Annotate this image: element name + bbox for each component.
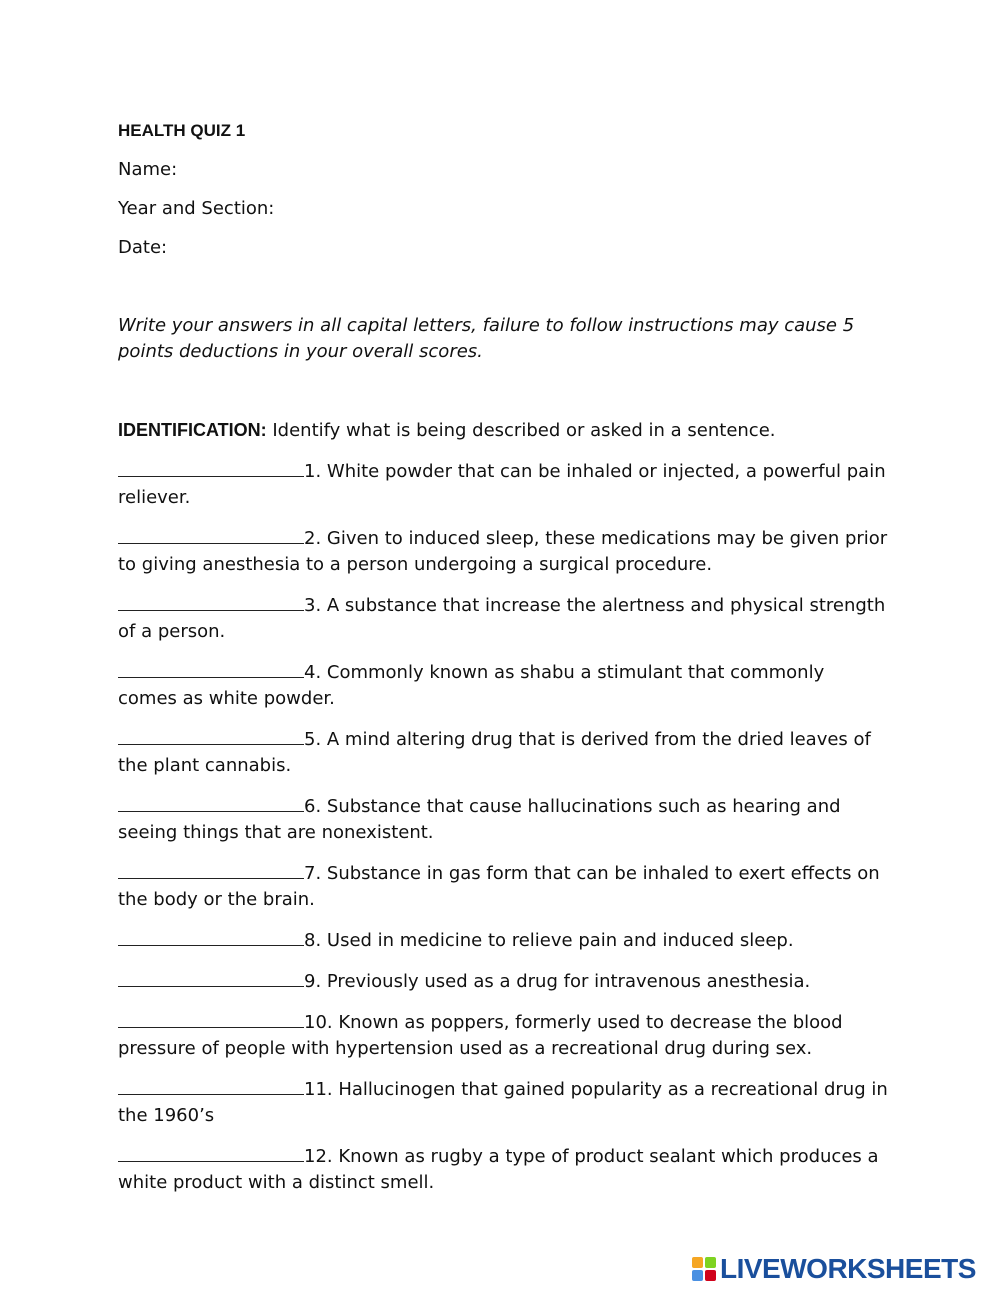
question-item	[118, 967, 888, 995]
answer-blank[interactable]	[118, 1075, 304, 1095]
answer-blank[interactable]	[118, 1008, 304, 1028]
answer-blank[interactable]	[118, 859, 304, 879]
question-item	[118, 1142, 888, 1196]
question-item	[118, 658, 888, 712]
answer-blank[interactable]	[118, 658, 304, 678]
question-text: 10. Known as poppers, formerly used to decrease the blood pressure of people with hypertension used as a recreational drug during sex.	[118, 1012, 843, 1059]
name-label: Name:	[118, 159, 178, 180]
question-text: 7. Substance in gas form that can be inhaled to exert effects on the body or the brain.	[118, 863, 880, 910]
question-text: 5. A mind altering drug that is derived from the dried leaves of the plant cannabis.	[118, 729, 871, 776]
section-heading	[118, 417, 888, 444]
question-text: 4. Commonly known as shabu a stimulant that commonly comes as white powder.	[118, 662, 825, 709]
question-text: 11. Hallucinogen that gained popularity as a recreational drug in the 1960’s	[118, 1079, 888, 1126]
question-item	[118, 1008, 888, 1062]
question-text: 8. Used in medicine to relieve pain and induced sleep.	[304, 930, 794, 951]
answer-blank[interactable]	[118, 926, 304, 946]
question-list	[118, 457, 888, 1196]
section-label: IDENTIFICATION:	[118, 420, 267, 440]
answer-blank[interactable]	[118, 967, 304, 987]
answer-blank[interactable]	[118, 591, 304, 611]
section-description: Identify what is being described or asked in a sentence.	[266, 420, 776, 441]
date-label: Date:	[118, 237, 168, 258]
answer-blank[interactable]	[118, 1142, 304, 1162]
question-text: 2. Given to induced sleep, these medications may be given prior to giving anesthesia to a person undergoing a surgical procedure.	[118, 528, 888, 575]
year-section-label: Year and Section:	[118, 198, 275, 219]
question-text: 6. Substance that cause hallucinations such as hearing and seeing things that are nonexistent.	[118, 796, 841, 843]
question-text: 3. A substance that increase the alertness and physical strength of a person.	[118, 595, 886, 642]
question-item	[118, 1075, 888, 1129]
quiz-title: HEALTH QUIZ 1	[118, 121, 246, 140]
answer-blank[interactable]	[118, 792, 304, 812]
question-text: 9. Previously used as a drug for intravenous anesthesia.	[304, 971, 811, 992]
liveworksheets-logo	[692, 1254, 976, 1284]
question-item	[118, 457, 888, 511]
question-item	[118, 591, 888, 645]
answer-blank[interactable]	[118, 725, 304, 745]
question-text: 1. White powder that can be inhaled or injected, a powerful pain reliever.	[118, 461, 886, 508]
instructions-text: Write your answers in all capital letters, failure to follow instructions may cause 5 points deductions in your overall scores.	[118, 315, 855, 362]
liveworksheets-logo-icon	[692, 1257, 716, 1281]
question-item	[118, 524, 888, 578]
answer-blank[interactable]	[118, 524, 304, 544]
question-item	[118, 725, 888, 779]
question-item	[118, 926, 888, 954]
question-item	[118, 792, 888, 846]
answer-blank[interactable]	[118, 457, 304, 477]
question-item	[118, 859, 888, 913]
question-text: 12. Known as rugby a type of product sealant which produces a white product with a distinct smell.	[118, 1146, 879, 1193]
worksheet	[118, 118, 888, 1209]
logo-text: LIVEWORKSHEETS	[720, 1253, 976, 1284]
